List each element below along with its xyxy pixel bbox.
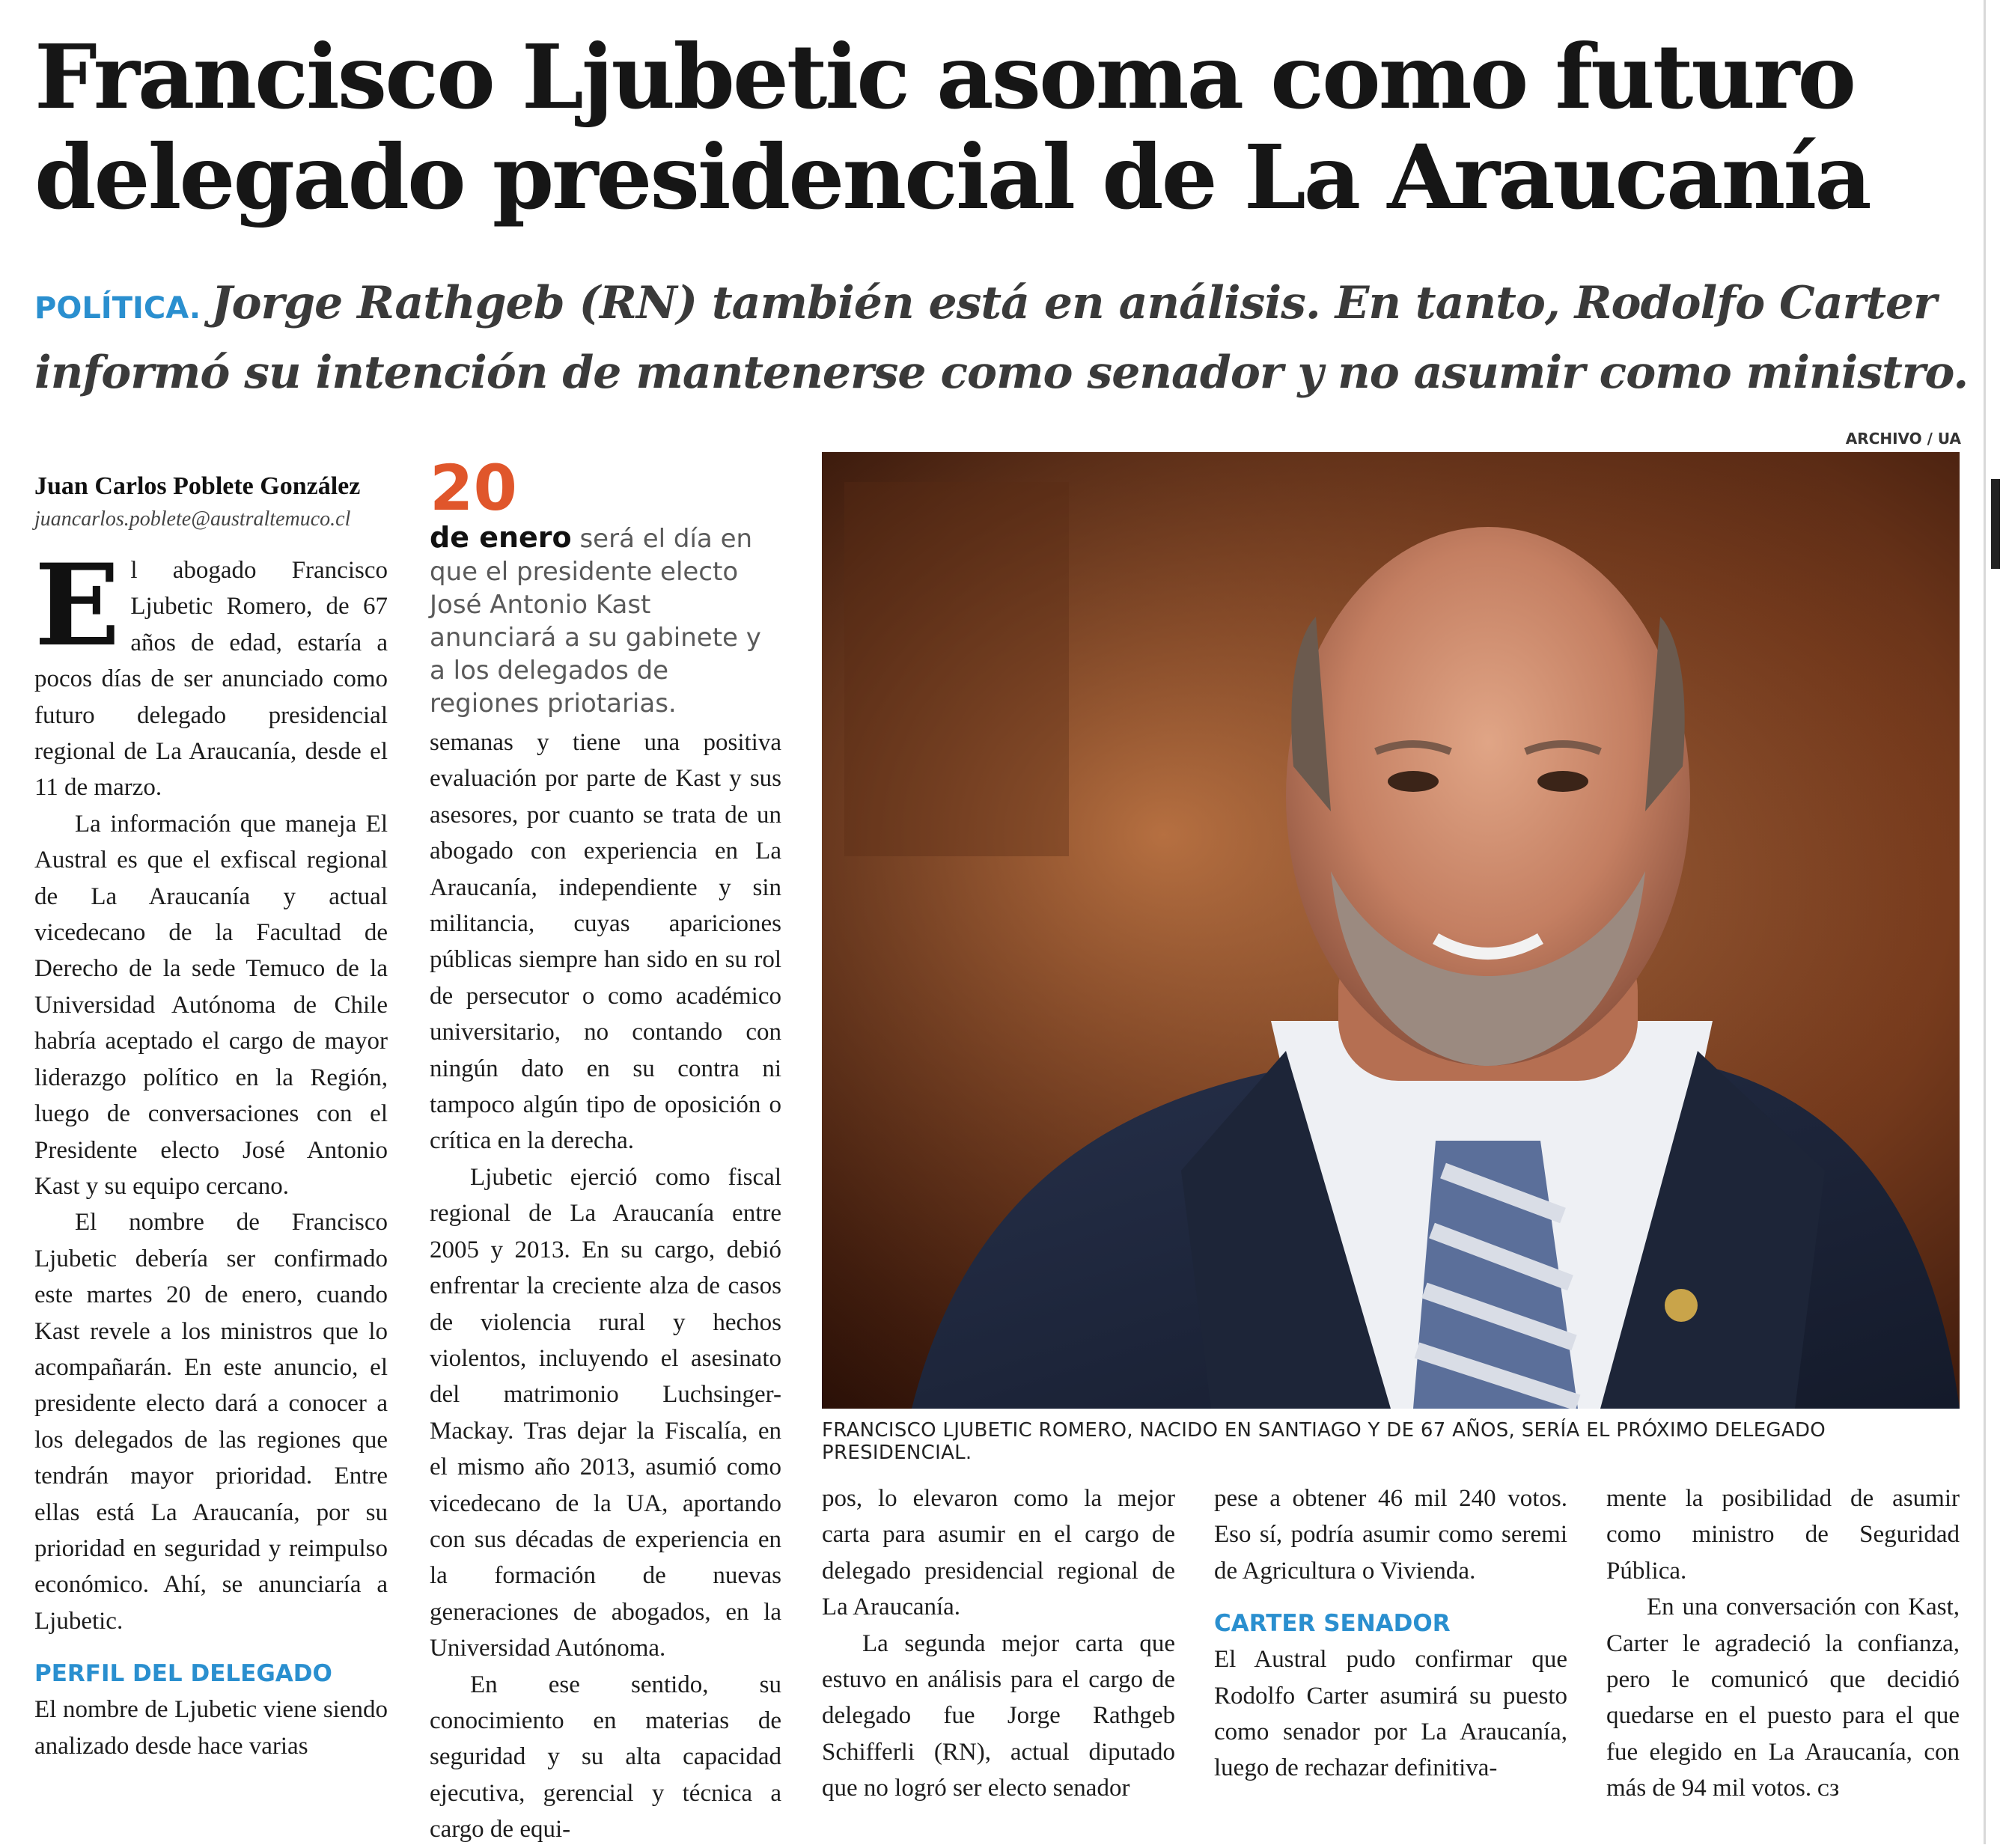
paragraph: La segunda mejor carta que estuvo en análisis para el cargo de delegado fue Jorge Rathgeb Schifferli (RN), actual diputado que no logró ser electo senador bbox=[822, 1629, 1175, 1802]
paragraph: mente la posibilidad de asumir como ministro de Seguridad Pública. bbox=[1606, 1485, 1960, 1585]
photo-credit: ARCHIVO / UA bbox=[1845, 430, 1961, 448]
paragraph: El nombre de Ljubetic viene siendo analizado desde hace varias bbox=[34, 1696, 388, 1760]
paragraph: En una conversación con Kast, Carter le agradeció la confianza, pero le comunicó que decidió quedarse en el puesto para el que fue elegido en La Araucanía, con más de 94 mil votos. ᴄз bbox=[1606, 1594, 1960, 1802]
factbox-text: será el día en que el presidente electo José Antonio Kast anunciará a su gabinete y a los delegados de regiones priotarias. bbox=[430, 524, 761, 719]
column-1 bbox=[34, 470, 388, 1764]
section-label: POLÍTICA. bbox=[34, 291, 201, 326]
factbox-lead: de enero bbox=[430, 521, 572, 554]
paragraph: semanas y tiene una positiva evaluación por parte de Kast y sus asesores, por cuanto se trata de un abogado con experiencia en La Araucanía, independiente y sin militancia, cuyas apariciones públicas siempre han sido en su rol de persecutor o como académico universitario, no contando con ningún dato en su contra ni tampoco algún tipo de oposición o crítica en la derecha. bbox=[430, 729, 781, 1155]
headline-line-1: Francisco Ljubetic asoma como futuro bbox=[34, 25, 1855, 129]
portrait-illustration bbox=[822, 452, 1960, 1409]
end-mark: ᴄз bbox=[1817, 1775, 1840, 1802]
subhead-carter: CARTER SENADOR bbox=[1214, 1610, 1451, 1638]
paragraph: pese a obtener 46 mil 240 votos. Eso sí, podría asumir como seremi de Agricultura o Vivienda. bbox=[1214, 1485, 1567, 1585]
headline bbox=[34, 27, 1951, 228]
factbox-number: 20 bbox=[430, 451, 517, 525]
column-2 bbox=[430, 451, 781, 720]
subhead-perfil: PERFIL DEL DELEGADO bbox=[34, 1660, 332, 1688]
paragraph: La información que maneja El Austral es que el exfiscal regional de La Araucanía y actual vicedecano de la Facultad de Derecho de la sede Temuco de la Universidad Autónoma de Chile habría aceptado el cargo de mayor liderazgo político en la Región, luego de conversaciones con el Presidente electo José Antonio Kast y su equipo cercano. bbox=[34, 810, 388, 1200]
deck-text: Jorge Rathgeb (RN) también está en análisis. En tanto, Rodolfo Carter informó su intención de mantenerse como senador y no asumir como ministro. bbox=[34, 277, 1969, 399]
paragraph: Ljubetic ejerció como fiscal regional de La Araucanía entre 2005 y 2013. En su cargo, debió enfrentar la creciente alza de casos de violencia rural y hechos violentos, incluyendo el asesinato del matrimonio Luchsinger-Mackay. Tras dejar la Fiscalía, en el mismo año 2013, asumió como vicedecano de la UA, aportando con sus décadas de experiencia en la formación de nuevas generaciones de abogados, en la Universidad Autónoma. bbox=[430, 1163, 781, 1662]
headline-line-2: delegado presidencial de La Araucanía bbox=[34, 125, 1870, 229]
deck bbox=[34, 271, 1973, 405]
paragraph: El nombre de Francisco Ljubetic debería ser confirmado este martes 20 de enero, cuando Kast revele a los ministros que lo acompañarán. En este anuncio, el presidente electo dará a conocer a los delegados de las regiones que tendrán mayor prioridad. Entre ellas está La Araucanía, por su prioridad en seguridad y reimpulso económico. Ahí, se anunciaría a Ljubetic. bbox=[34, 1209, 388, 1635]
column-4 bbox=[1214, 1480, 1567, 1787]
paragraph: En ese sentido, su conocimiento en materias de seguridad y su alta capacidad ejecutiva, gerencial y técnica a cargo de equi- bbox=[430, 1671, 781, 1844]
page-edge-rule bbox=[1984, 0, 1986, 1844]
portrait-photo bbox=[822, 452, 1960, 1409]
column-2-body bbox=[430, 725, 781, 1848]
column-5 bbox=[1606, 1480, 1960, 1807]
page-edge-mark bbox=[1991, 479, 2000, 569]
author-email: juancarlos.poblete@australtemuco.cl bbox=[34, 507, 351, 531]
paragraph: El abogado Francisco Ljubetic Romero, de 67 años de edad, estaría a pocos días de ser anunciado como futuro delegado presidencial regional de La Araucanía, desde el 11 de marzo. bbox=[34, 540, 388, 802]
factbox bbox=[430, 521, 781, 720]
author-name: Juan Carlos Poblete González bbox=[34, 472, 361, 500]
paragraph: pos, lo elevaron como la mejor carta para asumir en el cargo de delegado presidencial regional de La Araucanía. bbox=[822, 1485, 1175, 1621]
drop-cap: E bbox=[34, 540, 121, 671]
photo-caption: FRANCISCO LJUBETIC ROMERO, NACIDO EN SANTIAGO Y DE 67 AÑOS, SERÍA EL PRÓXIMO DELEGADO PRESIDENCIAL. bbox=[822, 1419, 1826, 1464]
column-3 bbox=[822, 1480, 1175, 1807]
paragraph: El Austral pudo confirmar que Rodolfo Carter asumirá su puesto como senador por La Araucanía, luego de rechazar definitiva- bbox=[1214, 1646, 1567, 1782]
